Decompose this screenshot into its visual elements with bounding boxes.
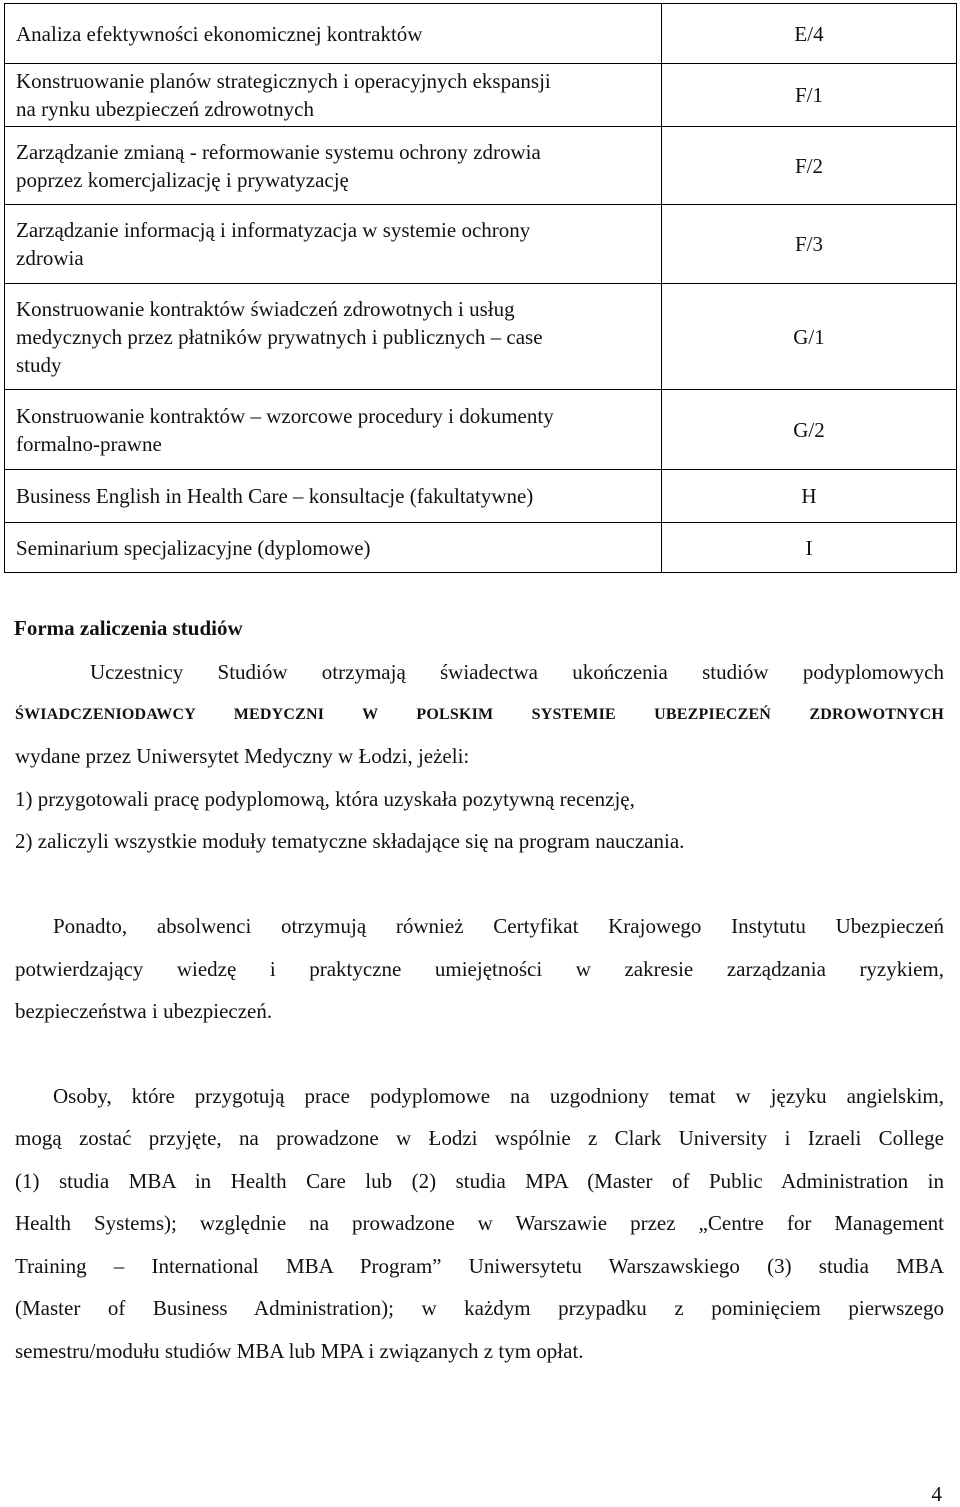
paragraph-line: Osoby, które przygotują prace podyplomowe na uzgodniony temat w języku angielskim, bbox=[53, 1084, 944, 1108]
list-item: 1) przygotowali pracę podyplomową, która uzyskała pozytywną recenzję, bbox=[15, 787, 635, 811]
completion-issuer: wydane przez Uniwersytet Medyczny w Łodzi, jeżeli: bbox=[15, 744, 470, 768]
paragraph-line: Health Systems); względnie na prowadzone w Warszawie przez „Centre for Management bbox=[15, 1211, 944, 1235]
module-code: F/3 bbox=[662, 205, 957, 284]
paragraph-line: semestru/modułu studiów MBA lub MPA i związanych z tym opłat. bbox=[15, 1339, 584, 1363]
table-row bbox=[5, 470, 957, 523]
module-name: Seminarium specjalizacyjne (dyplomowe) bbox=[5, 523, 662, 573]
list-item: 2) zaliczyli wszystkie moduły tematyczne składające się na program nauczania. bbox=[15, 829, 685, 853]
module-name: Konstruowanie kontraktów świadczeń zdrowotnych i usług medycznych przez płatników prywatnych i publicznych – case study bbox=[5, 284, 662, 390]
module-code: G/2 bbox=[662, 390, 957, 470]
section-title: Forma zaliczenia studiów bbox=[14, 616, 243, 640]
paragraph-line: potwierdzający wiedzę i praktyczne umiejętności w zakresie zarządzania ryzykiem, bbox=[15, 957, 944, 981]
paragraph-line: (Master of Business Administration); w każdym przypadku z pominięciem pierwszego bbox=[15, 1296, 944, 1320]
module-code: G/1 bbox=[662, 284, 957, 390]
table-row bbox=[5, 4, 957, 64]
table-row bbox=[5, 127, 957, 205]
module-name: Konstruowanie kontraktów – wzorcowe procedury i dokumenty formalno-prawne bbox=[5, 390, 662, 470]
table-row bbox=[5, 205, 957, 284]
modules-table bbox=[4, 3, 957, 573]
paragraph-line: mogą zostać przyjęte, na prowadzone w Łodzi wspólnie z Clark University i Izraeli College bbox=[15, 1126, 944, 1150]
module-name: Analiza efektywności ekonomicznej kontraktów bbox=[5, 4, 662, 64]
completion-intro: Uczestnicy Studiów otrzymają świadectwa ukończenia studiów podyplomowych bbox=[90, 660, 944, 684]
table-row bbox=[5, 64, 957, 127]
table-row bbox=[5, 284, 957, 390]
paragraph-line: Ponadto, absolwenci otrzymują również Certyfikat Krajowego Instytutu Ubezpieczeń bbox=[53, 914, 944, 938]
module-code: F/1 bbox=[662, 64, 957, 127]
paragraph-line: (1) studia MBA in Health Care lub (2) studia MPA (Master of Public Administration in bbox=[15, 1169, 944, 1193]
module-code: E/4 bbox=[662, 4, 957, 64]
module-code: H bbox=[662, 470, 957, 523]
table-row bbox=[5, 523, 957, 573]
page-number: 4 bbox=[931, 1482, 942, 1506]
module-name: Konstruowanie planów strategicznych i operacyjnych ekspansji na rynku ubezpieczeń zdrowotnych bbox=[5, 64, 662, 127]
paragraph-line: bezpieczeństwa i ubezpieczeń. bbox=[15, 999, 273, 1023]
module-name: Business English in Health Care – konsultacje (fakultatywne) bbox=[5, 470, 662, 523]
table-row bbox=[5, 390, 957, 470]
module-code: F/2 bbox=[662, 127, 957, 205]
paragraph-line: Training – International MBA Program” Uniwersytetu Warszawskiego (3) studia MBA bbox=[15, 1254, 944, 1278]
module-name: Zarządzanie zmianą - reformowanie systemu ochrony zdrowia poprzez komercjalizację i prywatyzację bbox=[5, 127, 662, 205]
certificate-name: ŚWIADCZENIODAWCY MEDYCZNI W POLSKIM SYSTEMIE UBEZPIECZEŃ ZDROWOTNYCH bbox=[15, 706, 944, 723]
module-name: Zarządzanie informacją i informatyzacja w systemie ochrony zdrowia bbox=[5, 205, 662, 284]
module-code: I bbox=[662, 523, 957, 573]
